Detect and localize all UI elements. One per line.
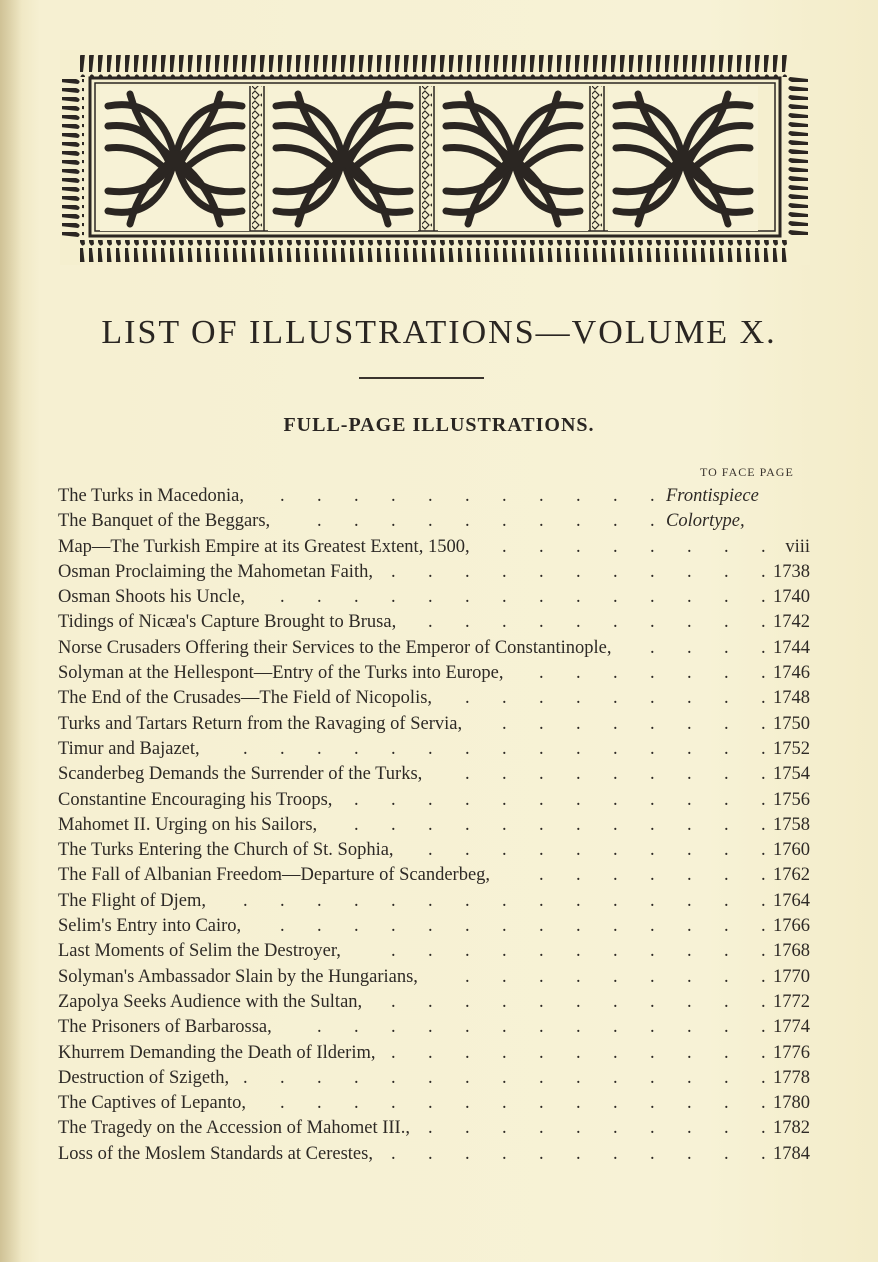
list-item (58, 484, 810, 509)
leader-dots: . . . . . . . . . . . . . . (280, 1093, 766, 1114)
page-number: 1746 (773, 663, 810, 684)
leader-dots: . . . . . . . . . . . . . . (280, 916, 766, 937)
leader-dots: . . . . (650, 637, 766, 658)
page-number: 1772 (773, 991, 810, 1012)
page-number: viii (785, 536, 810, 557)
list-item (58, 762, 810, 787)
illustration-title: The Turks Entering the Church of St. Sophia, (58, 840, 394, 861)
list-item (58, 585, 810, 610)
list-item (58, 863, 810, 888)
page-number: 1752 (773, 738, 810, 759)
illustration-title: Turks and Tartars Return from the Ravaging of Servia, (58, 713, 463, 734)
leader-dots: . . . . . . . (539, 663, 766, 684)
list-item (58, 914, 810, 939)
illustration-title: Osman Proclaiming the Mahometan Faith, (58, 561, 373, 582)
page-number: 1780 (773, 1093, 810, 1114)
illustration-title: Osman Shoots his Uncle, (58, 587, 246, 608)
page-number: 1742 (773, 612, 810, 633)
list-item (58, 560, 810, 585)
list-item (58, 1041, 810, 1066)
page-number: 1756 (773, 789, 810, 810)
list-item (58, 610, 810, 635)
page-title: LIST OF ILLUSTRATIONS—VOLUME X. (101, 314, 777, 351)
leader-dots: . . . . . . . . . . . . . . (280, 587, 766, 608)
page-number: 1754 (773, 764, 810, 785)
list-item (58, 1066, 810, 1091)
leader-dots: . . . . . . . . . . (428, 1118, 766, 1139)
list-item (58, 965, 810, 990)
leader-dots: . . . . . . . . (502, 536, 766, 557)
page-number: 1758 (773, 814, 810, 835)
list-item (58, 535, 810, 560)
page-number: 1748 (773, 688, 810, 709)
illustration-title: Zapolya Seeks Audience with the Sultan, (58, 991, 363, 1012)
list-item (58, 838, 810, 863)
leader-dots: . . . . . . . . . . . (391, 991, 766, 1012)
leader-dots: . . . . . . . . . (465, 966, 766, 987)
list-item (58, 939, 810, 964)
page-number: 1760 (773, 840, 810, 861)
illustration-title: Tidings of Nicæa's Capture Brought to Brusa, (58, 612, 397, 633)
list-item (58, 509, 810, 534)
list-item (58, 1116, 810, 1141)
leader-dots: . . . . . . . . . . (317, 511, 655, 532)
list-item (58, 788, 810, 813)
leader-dots: . . . . . . . . . . . . . . . (243, 890, 766, 911)
page-number: 1768 (773, 941, 810, 962)
list-item (58, 1015, 810, 1040)
leader-dots: . . . . . . . . . . . (391, 941, 766, 962)
illustration-list (58, 484, 810, 1167)
leader-dots: . . . . . . . . . . . . . (317, 1017, 766, 1038)
illustration-title: The Prisoners of Barbarossa, (58, 1017, 272, 1038)
list-item (58, 1091, 810, 1116)
illustration-title: Solyman's Ambassador Slain by the Hungarians, (58, 966, 418, 987)
title-divider (359, 377, 484, 379)
list-item (58, 1142, 810, 1167)
illustration-note: Frontispiece (666, 486, 759, 506)
page-number: 1744 (773, 637, 810, 658)
leader-dots: . . . . . . . . . . . . . . . (243, 1067, 766, 1088)
leader-dots: . . . . . . . . . . . (280, 486, 655, 506)
page-number: 1750 (773, 713, 810, 734)
leader-dots: . . . . . . . . . . (428, 840, 766, 861)
illustration-title: The Banquet of the Beggars, (58, 511, 271, 532)
leader-dots: . . . . . . . . . (465, 764, 766, 785)
page-number: 1770 (773, 966, 810, 987)
page-number: 1764 (773, 890, 810, 911)
illustration-title: The Fall of Albanian Freedom—Departure of Scanderbeg, (58, 865, 491, 886)
illustration-title: Timur and Bajazet, (58, 738, 200, 759)
leader-dots: . . . . . . . . . . . . . . . (243, 738, 766, 759)
page-number: 1774 (773, 1017, 810, 1038)
list-item (58, 636, 810, 661)
illustration-title: The End of the Crusades—The Field of Nicopolis, (58, 688, 433, 709)
illustration-title: Khurrem Demanding the Death of Ilderim, (58, 1042, 376, 1063)
decorative-header-ornament (60, 50, 810, 265)
page-number: 1782 (773, 1118, 810, 1139)
leader-dots: . . . . . . . . . . . (391, 1042, 766, 1063)
page-number: 1784 (773, 1143, 810, 1164)
list-item (58, 990, 810, 1015)
column-header: TO FACE PAGE (700, 465, 794, 479)
illustration-title: The Flight of Djem, (58, 890, 206, 911)
page-number: 1762 (773, 865, 810, 886)
leader-dots: . . . . . . . . . (465, 688, 766, 709)
illustration-title: Norse Crusaders Offering their Services to the Emperor of Constantinople, (58, 637, 612, 658)
page-number: 1738 (773, 561, 810, 582)
illustration-title: Map—The Turkish Empire at its Greatest Extent, 1500, (58, 536, 470, 557)
illustration-title: Solyman at the Hellespont—Entry of the Turks into Europe, (58, 663, 504, 684)
illustration-title: Last Moments of Selim the Destroyer, (58, 941, 341, 962)
leader-dots: . . . . . . . . . . . . (354, 789, 766, 810)
list-item (58, 889, 810, 914)
illustration-title: Destruction of Szigeth, (58, 1067, 230, 1088)
illustration-title: Selim's Entry into Cairo, (58, 916, 242, 937)
list-item (58, 712, 810, 737)
illustration-title: The Turks in Macedonia, (58, 486, 245, 506)
page-number: 1778 (773, 1067, 810, 1088)
leader-dots: . . . . . . . . (502, 713, 766, 734)
leader-dots: . . . . . . . (539, 865, 766, 886)
section-subtitle: FULL-PAGE ILLUSTRATIONS. (283, 414, 595, 436)
illustration-title: Loss of the Moslem Standards at Cerestes, (58, 1143, 373, 1164)
illustration-title: Mahomet II. Urging on his Sailors, (58, 814, 318, 835)
page-number: 1776 (773, 1042, 810, 1063)
list-item (58, 686, 810, 711)
leader-dots: . . . . . . . . . . . (391, 1143, 766, 1164)
list-item (58, 813, 810, 838)
illustration-title: The Captives of Lepanto, (58, 1093, 247, 1114)
leader-dots: . . . . . . . . . . (428, 612, 766, 633)
illustration-title: The Tragedy on the Accession of Mahomet III., (58, 1118, 410, 1139)
illustration-title: Constantine Encouraging his Troops, (58, 789, 333, 810)
binding-shadow (0, 0, 22, 1262)
illustration-note: Colortype, (666, 511, 745, 532)
page-number: 1740 (773, 587, 810, 608)
list-item (58, 661, 810, 686)
leader-dots: . . . . . . . . . . . (391, 561, 766, 582)
page-number: 1766 (773, 916, 810, 937)
illustration-title: Scanderbeg Demands the Surrender of the Turks, (58, 764, 423, 785)
list-item (58, 737, 810, 762)
leader-dots: . . . . . . . . . . . . (354, 814, 766, 835)
